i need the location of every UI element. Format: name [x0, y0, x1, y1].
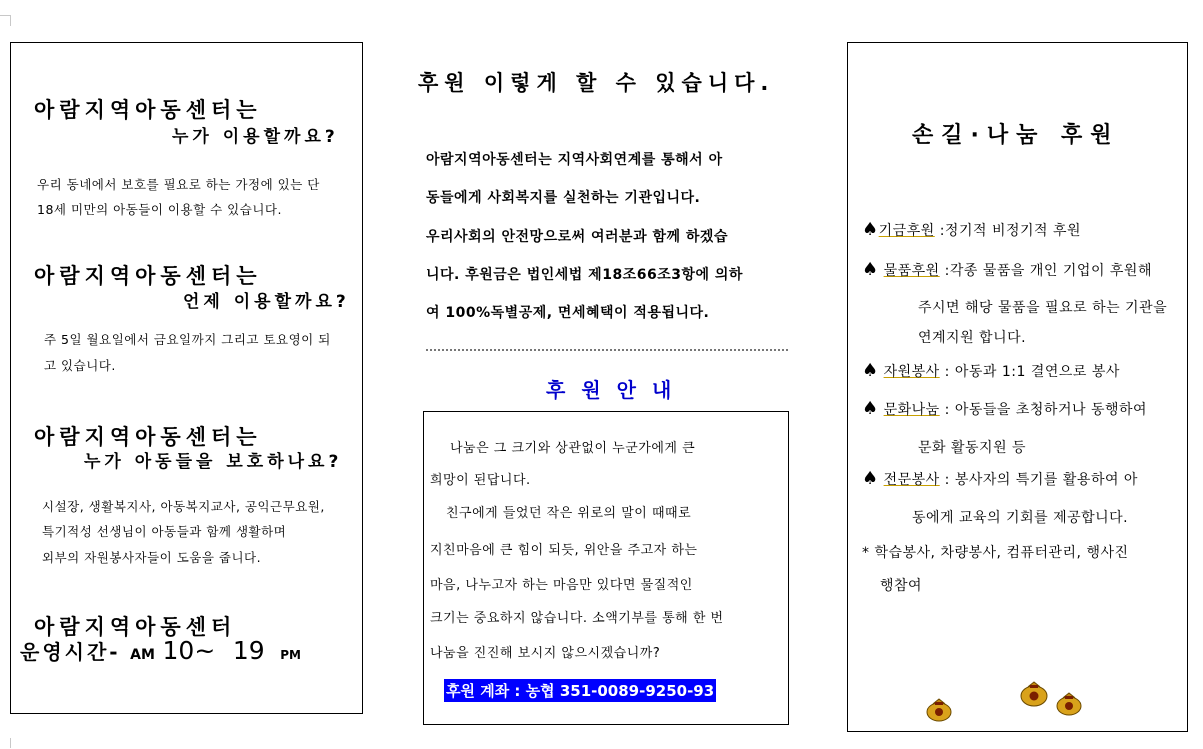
account-highlight: 후원 계좌 : 농협 351-0089-9250-93 — [444, 679, 716, 702]
q3-body-line: 외부의 자원봉사자들이 도움을 줍니다. — [42, 550, 262, 565]
donation-item-fund — [862, 219, 1081, 240]
item-text: : 아동들을 초청하거나 동행하여 — [944, 402, 1148, 418]
spade-icon: ♠ — [862, 398, 879, 419]
q2-subtitle: 언제 이용할까요? — [183, 292, 350, 312]
money-bag-icon — [1055, 690, 1083, 716]
item-text: :각종 물품을 개인 기업이 후원해 — [944, 263, 1152, 279]
guide-box-line: 마음, 나누고자 하는 마음만 있다면 물질적인 — [430, 578, 693, 593]
guide-box-line: 희망이 된답니다. — [430, 473, 531, 488]
donation-item-etc: * 학습봉사, 차량봉사, 컴퓨터관리, 행사진 — [862, 545, 1129, 561]
item-text-continued: 문화 활동지원 등 — [918, 440, 1027, 456]
guide-box-line: 나눔을 진진해 보시지 않으시겠습니까? — [430, 646, 661, 661]
q2-body-line: 고 있습니다. — [44, 358, 116, 373]
item-text-continued: 행참여 — [880, 578, 923, 594]
right-title: 손길·나눔 후원 — [912, 123, 1120, 148]
middle-paragraph-line: 여 100%독별공제, 면세혜택이 적용됩니다. — [426, 305, 710, 321]
item-label: 전문봉사 — [883, 472, 940, 488]
q1-body-line: 우리 동네에서 보호를 필요로 하는 가정에 있는 단 — [37, 177, 320, 192]
guide-box — [423, 411, 789, 725]
corner-mark-top-left — [0, 15, 11, 26]
q2-body-line: 주 5일 월요일에서 금요일까지 그리고 토요영이 되 — [44, 332, 331, 347]
item-text: : 아동과 1:1 결연으로 봉사 — [944, 364, 1120, 380]
donation-item-culture — [862, 398, 1147, 419]
middle-paragraph-line: 우리사회의 안전망으로써 여러분과 함께 하겠습 — [426, 229, 728, 245]
guide-title: 후원안내 — [546, 378, 688, 402]
spade-icon: ♠ — [862, 468, 879, 489]
hours-end: 19 — [232, 636, 265, 665]
item-label: 문화나눔 — [883, 402, 940, 418]
guide-box-line: 지친마음에 큰 힘이 되듯, 위안을 주고자 하는 — [430, 543, 698, 558]
q1-subtitle: 누가 이용할까요? — [172, 127, 339, 147]
q2-title: 아람지역아동센터는 — [34, 264, 262, 288]
donation-item-professional — [862, 468, 1138, 489]
hours-am: AM — [130, 647, 155, 663]
hours-pm: PM — [280, 648, 302, 662]
money-bag-icon — [925, 696, 953, 722]
spade-icon: ♠ — [862, 360, 879, 381]
q3-subtitle: 누가 아동들을 보호하나요? — [84, 452, 343, 472]
q3-body-line: 특기적성 선생님이 아동들과 함께 생활하며 — [42, 524, 287, 539]
corner-mark-bottom-left — [0, 738, 11, 748]
item-label: 물품후원 — [883, 263, 940, 279]
item-text: : 봉사자의 특기를 활용하여 아 — [944, 472, 1138, 488]
q3-title: 아람지역아동센터는 — [34, 425, 262, 449]
guide-box-line: 친구에게 들었던 작은 위로의 말이 때때로 — [446, 506, 692, 521]
donation-item-volunteer — [862, 360, 1120, 381]
hours-prefix: 운영시간- — [20, 640, 121, 664]
spade-icon: ♠ — [862, 259, 879, 280]
item-text-continued: 동에게 교육의 기회를 제공합니다. — [912, 510, 1129, 526]
item-text-continued: 주시면 해당 물품을 필요로 하는 기관을 — [918, 300, 1168, 316]
spade-icon: ♠ — [862, 219, 879, 240]
middle-paragraph-line: 동들에게 사회복지를 실천하는 기관입니다. — [426, 190, 701, 206]
hours-title: 아람지역아동센터 — [34, 615, 237, 639]
item-label: 자원봉사 — [883, 364, 940, 380]
guide-box-line: 나눔은 그 크기와 상관없이 누군가에게 큰 — [450, 441, 696, 456]
middle-paragraph-line: 니다. 후원금은 법인세법 제18조66조3항에 의하 — [426, 267, 743, 283]
item-label: 기금후원 — [878, 223, 935, 239]
item-text-continued: 연계지원 합니다. — [918, 330, 1027, 346]
q1-title: 아람지역아동센터는 — [34, 98, 262, 122]
guide-box-line: 크기는 중요하지 않습니다. 소액기부를 통해 한 번 — [430, 611, 724, 626]
middle-paragraph-line: 아람지역아동센터는 지역사회연계를 통해서 아 — [426, 152, 723, 168]
q3-body-line: 시설장, 생활복지사, 아동복지교사, 공익근무요원, — [42, 499, 325, 514]
q1-body-line: 18세 미만의 아동들이 이용할 수 있습니다. — [37, 202, 282, 217]
hours-line — [20, 636, 301, 665]
dotted-divider — [426, 349, 788, 351]
middle-title: 후원 이렇게 할 수 있습니다. — [418, 71, 775, 95]
hours-start: 10~ — [162, 636, 216, 665]
donation-item-goods — [862, 259, 1152, 280]
money-bag-icon — [1019, 679, 1049, 707]
item-text: :정기적 비정기적 후원 — [939, 223, 1082, 239]
